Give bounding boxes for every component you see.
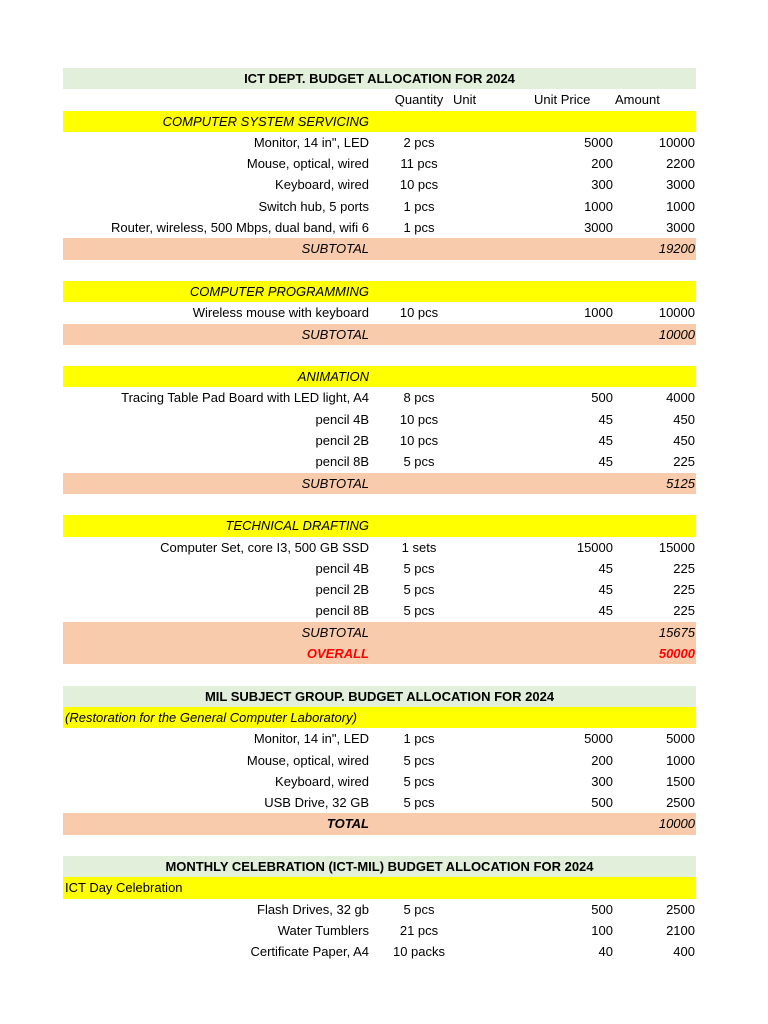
- monthly-title: MONTHLY CELEBRATION (ICT-MIL) BUDGET ALLOCATION FOR 2024: [165, 858, 594, 874]
- amount-header: Amount: [615, 92, 660, 108]
- item-qty: 10 pcs: [399, 433, 439, 449]
- table-row: [63, 771, 696, 792]
- overall-label: OVERALL: [306, 646, 369, 662]
- item-name: pencil 8B: [315, 454, 369, 470]
- unit-header: Unit: [453, 92, 477, 108]
- item-price: 45: [598, 433, 613, 449]
- table-row: [63, 409, 696, 430]
- item-qty: 10 packs: [392, 944, 446, 960]
- item-qty: 11 pcs: [400, 156, 438, 172]
- item-price: 3000: [584, 220, 613, 236]
- item-name: pencil 2B: [315, 582, 369, 598]
- subtotal-label: SUBTOTAL: [301, 624, 369, 640]
- section-title: ANIMATION: [297, 369, 369, 385]
- item-price: 200: [591, 752, 613, 768]
- monthly-subtitle-row: [63, 877, 696, 898]
- table-row: [63, 196, 696, 217]
- item-qty: 5 pcs: [403, 454, 435, 470]
- item-amount: 2100: [666, 922, 695, 938]
- subtotal-value: 10000: [658, 326, 695, 342]
- item-qty: 5 pcs: [403, 795, 435, 811]
- item-amount: 450: [673, 433, 695, 449]
- monthly-subtitle: ICT Day Celebration: [65, 880, 183, 896]
- item-name: USB Drive, 32 GB: [264, 795, 369, 811]
- item-price: 1000: [584, 305, 613, 321]
- overall-value: 50000: [658, 646, 695, 662]
- item-price: 500: [591, 795, 613, 811]
- section-header-programming: [63, 281, 696, 302]
- item-name: Switch hub, 5 ports: [258, 198, 369, 214]
- table-row: [63, 600, 696, 621]
- item-name: Keyboard, wired: [275, 177, 369, 193]
- mil-subtitle-row: [63, 707, 696, 728]
- monthly-title-row: [63, 856, 696, 877]
- subtotal-value: 5125: [666, 475, 695, 491]
- item-price: 500: [591, 901, 613, 917]
- subtotal-label: SUBTOTAL: [301, 475, 369, 491]
- item-amount: 225: [673, 603, 695, 619]
- item-name: Certificate Paper, A4: [250, 944, 369, 960]
- column-header-row: [63, 89, 696, 110]
- item-price: 45: [598, 454, 613, 470]
- quantity-header: Quantity: [394, 92, 444, 108]
- item-price: 1000: [584, 198, 613, 214]
- item-name: Wireless mouse with keyboard: [192, 305, 369, 321]
- item-name: pencil 4B: [315, 560, 369, 576]
- item-amount: 225: [673, 582, 695, 598]
- item-name: Computer Set, core I3, 500 GB SSD: [160, 539, 369, 555]
- mil-subtitle: (Restoration for the General Computer Laboratory): [65, 709, 357, 725]
- subtotal-row: [63, 622, 696, 643]
- section-header-animation: [63, 366, 696, 387]
- table-row: [63, 750, 696, 771]
- table-row: [63, 302, 696, 323]
- item-qty: 1 pcs: [403, 198, 435, 214]
- item-amount: 10000: [658, 134, 695, 150]
- item-name: pencil 4B: [315, 411, 369, 427]
- table-row: [63, 387, 696, 408]
- item-price: 15000: [576, 539, 613, 555]
- spacer-row: [63, 494, 696, 515]
- item-amount: 15000: [658, 539, 695, 555]
- item-amount: 10000: [658, 305, 695, 321]
- item-name: Flash Drives, 32 gb: [257, 901, 369, 917]
- item-price: 5000: [584, 731, 613, 747]
- item-amount: 2500: [666, 901, 695, 917]
- item-name: Keyboard, wired: [275, 773, 369, 789]
- table-row: [63, 174, 696, 195]
- item-amount: 225: [673, 560, 695, 576]
- spacer-row: [63, 664, 696, 685]
- item-name: Mouse, optical, wired: [246, 156, 369, 172]
- item-amount: 2200: [666, 156, 695, 172]
- item-amount: 400: [673, 944, 695, 960]
- item-qty: 5 pcs: [403, 901, 435, 917]
- overall-row: [63, 643, 696, 664]
- ict-title: ICT DEPT. BUDGET ALLOCATION FOR 2024: [244, 71, 515, 86]
- spacer-row: [63, 835, 696, 856]
- table-row: [63, 132, 696, 153]
- item-qty: 5 pcs: [403, 603, 435, 619]
- subtotal-value: 15675: [658, 624, 695, 640]
- item-price: 200: [591, 156, 613, 172]
- section-header-drafting: [63, 515, 696, 536]
- item-name: pencil 2B: [315, 433, 369, 449]
- item-price: 500: [591, 390, 613, 406]
- item-price: 45: [598, 560, 613, 576]
- table-row: [63, 579, 696, 600]
- item-amount: 1000: [666, 198, 695, 214]
- item-amount: 225: [673, 454, 695, 470]
- table-row: [63, 728, 696, 749]
- spacer-row: [63, 260, 696, 281]
- section-title: COMPUTER SYSTEM SERVICING: [162, 113, 369, 129]
- item-name: Router, wireless, 500 Mbps, dual band, wifi 6: [111, 220, 369, 236]
- item-amount: 450: [673, 411, 695, 427]
- item-amount: 5000: [666, 731, 695, 747]
- item-qty: 8 pcs: [403, 390, 435, 406]
- total-value: 10000: [658, 816, 695, 832]
- item-name: Tracing Table Pad Board with LED light, A4: [121, 390, 369, 406]
- table-row: [63, 792, 696, 813]
- subtotal-row: [63, 238, 696, 259]
- table-row: [63, 430, 696, 451]
- section-title: COMPUTER PROGRAMMING: [189, 283, 369, 299]
- item-qty: 10 pcs: [399, 411, 439, 427]
- item-price: 45: [598, 603, 613, 619]
- item-price: 5000: [584, 134, 613, 150]
- subtotal-label: SUBTOTAL: [301, 326, 369, 342]
- item-qty: 5 pcs: [403, 582, 435, 598]
- item-name: Monitor, 14 in", LED: [253, 134, 369, 150]
- section-title: TECHNICAL DRAFTING: [225, 518, 369, 534]
- item-amount: 1000: [666, 752, 695, 768]
- item-qty: 1 pcs: [403, 731, 435, 747]
- item-qty: 21 pcs: [399, 922, 439, 938]
- table-row: [63, 899, 696, 920]
- item-qty: 10 pcs: [399, 305, 439, 321]
- item-qty: 10 pcs: [399, 177, 439, 193]
- item-qty: 1 pcs: [403, 220, 435, 236]
- section-header-css: [63, 111, 696, 132]
- item-price: 300: [591, 773, 613, 789]
- table-row: [63, 941, 696, 962]
- item-price: 40: [598, 944, 613, 960]
- item-amount: 4000: [666, 390, 695, 406]
- item-amount: 3000: [666, 177, 695, 193]
- item-qty: 5 pcs: [403, 752, 435, 768]
- item-amount: 2500: [666, 795, 695, 811]
- table-row: [63, 217, 696, 238]
- item-price: 45: [598, 411, 613, 427]
- item-name: Water Tumblers: [277, 922, 369, 938]
- item-amount: 3000: [666, 220, 695, 236]
- item-price: 100: [591, 922, 613, 938]
- item-name: Mouse, optical, wired: [246, 752, 369, 768]
- mil-title: MIL SUBJECT GROUP. BUDGET ALLOCATION FOR 2024: [204, 688, 555, 704]
- table-row: [63, 451, 696, 472]
- item-price: 300: [591, 177, 613, 193]
- spacer-row: [63, 345, 696, 366]
- total-label: TOTAL: [326, 816, 369, 832]
- item-qty: 5 pcs: [403, 773, 435, 789]
- table-row: [63, 558, 696, 579]
- item-name: Monitor, 14 in", LED: [253, 731, 369, 747]
- item-qty: 5 pcs: [403, 560, 435, 576]
- subtotal-value: 19200: [658, 241, 695, 257]
- item-amount: 1500: [666, 773, 695, 789]
- table-row: [63, 153, 696, 174]
- subtotal-row: [63, 473, 696, 494]
- ict-title-row: [63, 68, 696, 89]
- total-row: [63, 813, 696, 834]
- subtotal-row: [63, 324, 696, 345]
- item-name: pencil 8B: [315, 603, 369, 619]
- item-qty: 2 pcs: [403, 134, 435, 150]
- item-qty: 1 sets: [401, 539, 437, 555]
- table-row: [63, 920, 696, 941]
- subtotal-label: SUBTOTAL: [301, 241, 369, 257]
- table-row: [63, 537, 696, 558]
- mil-title-row: [63, 686, 696, 707]
- budget-sheet: [63, 68, 696, 962]
- item-price: 45: [598, 582, 613, 598]
- unit-price-header: Unit Price: [534, 92, 591, 108]
